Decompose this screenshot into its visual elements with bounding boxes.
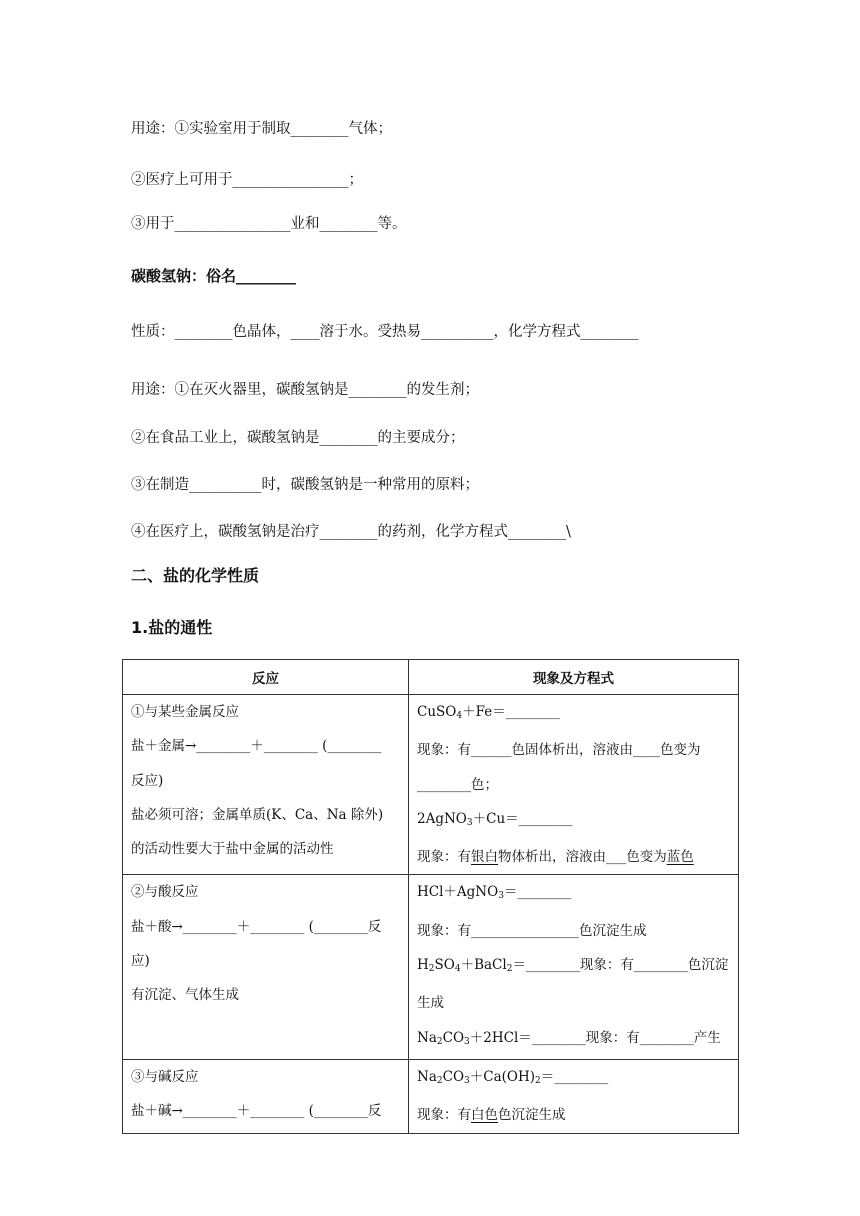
bicarb-property: 性质：________色晶体，____溶于水。受热易__________，化学方程式________: [131, 324, 639, 340]
header-phenomenon: 现象及方程式: [409, 660, 739, 695]
row2-left-line-2: 盐＋酸→________＋________ (________反: [131, 918, 382, 935]
row3-left-line-1: ③与碱反应: [131, 1068, 199, 1085]
bicarb-use-1: 用途：①在灭火器里，碳酸氢钠是________的发生剂；: [131, 382, 479, 398]
row3-phenomenon: [409, 1059, 739, 1133]
salt-properties-table: [122, 659, 739, 1134]
use-line-2: ②医疗上可用于________________；: [131, 172, 363, 188]
row3-left-line-2: 盐＋碱→________＋________ (________反: [131, 1103, 382, 1120]
row3-reaction: [123, 1059, 409, 1133]
row2-left-line-4: 有沉淀、气体生成: [131, 987, 239, 1004]
row2-reaction: [123, 875, 409, 1059]
subsection-title: 1.盐的通性: [131, 618, 213, 637]
row1-phenomenon-1a: 现象：有______色固体析出，溶液由____色变为: [417, 742, 701, 759]
row2-left-line-1: ②与酸反应: [131, 884, 199, 901]
row2-equation-1: HCl＋AgNO$_3$＝________: [417, 884, 572, 902]
section-title: 二、盐的化学性质: [131, 566, 260, 585]
bicarb-use-3: ③在制造__________时，碳酸氢钠是一种常用的原料；: [131, 477, 479, 493]
row1-phenomenon: [409, 695, 739, 875]
bicarb-use-2: ②在食品工业上，碳酸氢钠是________的主要成分；: [131, 430, 465, 446]
row1-equation-2: 2AgNO$_3$＋Cu＝________: [417, 810, 573, 828]
row1-left-line-5: 的活动性要大于盐中金属的活动性: [131, 841, 334, 858]
row1-left-line-3: 反应): [131, 772, 164, 789]
row1-phenomenon-2: 现象：有银白物体析出，溶液由___色变为蓝色: [417, 849, 694, 866]
use-line-3: ③用于________________业和________等。: [131, 216, 407, 232]
table-header-row: [123, 660, 739, 695]
row2-equation-2: $H_2SO_4+BaCl_2=\_\_\_\_\_\_\_\_$现象：有________色沉淀: [417, 957, 729, 975]
table-row: [123, 695, 739, 875]
bicarb-use-4: ④在医疗上，碳酸氢钠是治疗________的药剂，化学方程式________\: [131, 524, 571, 540]
row3-equation-1: $Na_2CO_3+Ca(OH)_2=\_\_\_\_\_\_\_\_$: [417, 1068, 609, 1086]
header-reaction: 反应: [123, 660, 409, 695]
table-row: [123, 1059, 739, 1133]
table-row: [123, 875, 739, 1059]
row1-phenomenon-1b: ________色；: [417, 776, 498, 793]
row2-phenomenon: [409, 875, 739, 1059]
use-line-1: 用途：①实验室用于制取________气体；: [131, 121, 392, 137]
bicarb-title: 碳酸氢钠：俗名________: [131, 267, 297, 285]
row1-equation-1: CuSO$_4$＋Fe＝________: [417, 704, 560, 721]
row3-phenomenon-1: 现象：有白色色沉淀生成: [417, 1107, 566, 1124]
row1-left-line-2: 盐＋金属→________＋________ (________: [131, 738, 382, 755]
row2-left-line-3: 应): [131, 953, 150, 970]
row1-reaction: [123, 695, 409, 875]
row1-left-line-1: ①与某些金属反应: [131, 704, 239, 720]
row2-equation-3: $Na_2CO_3+2HCl=\_\_\_\_\_\_\_\_$现象：有________产生: [417, 1029, 721, 1047]
row2-phenomenon-1: 现象：有________________色沉淀生成: [417, 922, 647, 939]
row1-left-line-4: 盐必须可溶；金属单质(K、Ca、Na 除外): [131, 806, 384, 823]
row2-equation-2-cont: 生成: [417, 995, 444, 1012]
